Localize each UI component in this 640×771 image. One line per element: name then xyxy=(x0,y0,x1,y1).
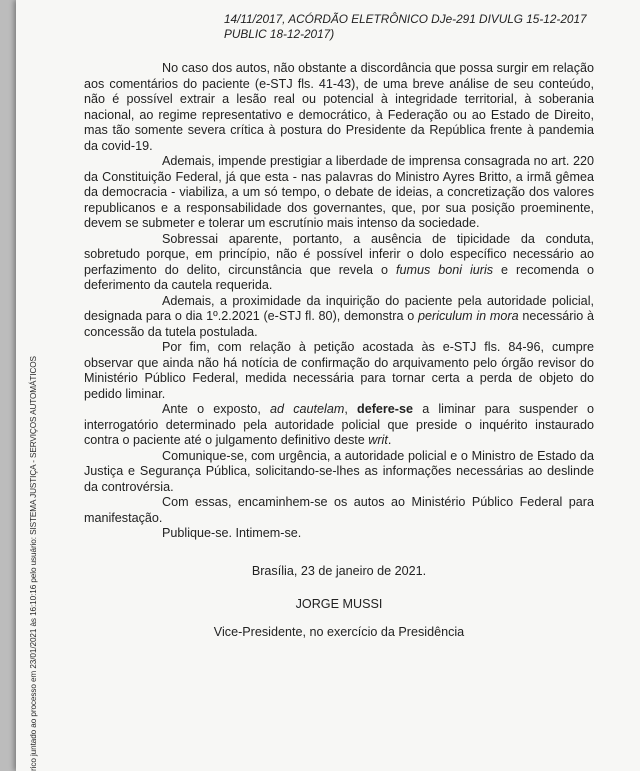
document-page xyxy=(16,0,640,771)
paragraph-6-writ: writ xyxy=(368,433,388,448)
citation-reference: 14/11/2017, ACÓRDÃO ELETRÔNICO DJe-291 DIVULG 15-12-2017 PUBLIC 18-12-2017) xyxy=(224,12,587,41)
paragraph-1: No caso dos autos, não obstante a discordância que possa surgir em relação aos comentários do paciente (e-STJ fls. 41-43), de uma breve análise de seu conteúdo, não é possível extrair a lesão real ou potencial à integridade territorial, à soberania nacional, ao regime representativo e democrático, à Federação ou ao Estado de Direito, mas tão somente severa crítica à postura do Presidente da República frente à pandemia da covid-19. xyxy=(84,61,594,153)
signature-name: JORGE MUSSI xyxy=(295,597,383,612)
paragraph-6-decision: defere-se xyxy=(357,402,414,417)
paragraph-4-text-b: necessário à concessão da tutela postulada. xyxy=(84,309,594,339)
signature-date: Brasília, 23 de janeiro de 2021. xyxy=(251,563,427,578)
paragraph-9: Publique-se. Intimem-se. xyxy=(162,526,302,541)
paragraph-6 xyxy=(84,402,594,449)
paragraph-3-latin-term: fumus boni iuris xyxy=(395,262,494,277)
paragraph-2: Ademais, impende prestigiar a liberdade de imprensa consagrada no art. 220 da Constituição Federal, já que esta - nas palavras do Ministro Ayres Britto, a irmã gêmea da democracia - viabiliza, a um só tempo, o debate de ideias, a concretização dos valores republicanos e a responsabilidade dos governantes, que, por sua posição proeminente, devem se submeter e tolerar um escrutínio mais intenso da sociedade. xyxy=(84,154,594,231)
side-stamp xyxy=(24,332,40,771)
document-body xyxy=(84,12,594,641)
side-stamp-text: rico juntado ao processo em 23/01/2021 às 16:10:16 pelo usuário: SISTEMA JUSTIÇA - SERVIÇOS AUTOMÁTICOS xyxy=(29,356,38,771)
paragraph-6-period: . xyxy=(387,433,392,448)
signature-role: Vice-Presidente, no exercício da Presidência xyxy=(213,625,465,640)
paragraph-7: Comunique-se, com urgência, a autoridade policial e o Ministro de Estado da Justiça e Segurança Pública, solicitando-se-lhes as informações necessárias ao deslinde da controvérsia. xyxy=(84,448,594,494)
paragraph-4 xyxy=(84,294,594,341)
paragraph-5: Por fim, com relação à petição acostada às e-STJ fls. 84-96, cumpre observar que ainda não há notícia de confirmação do arquivamento pelo órgão revisor do Ministério Público Federal, medida necessária para tornar certa a perda de objeto do pedido liminar. xyxy=(84,340,594,401)
paragraph-6-comma: , xyxy=(344,402,357,417)
paragraph-3-text-a: Sobressai aparente, portanto, a ausência de tipicidade da conduta, sobretudo porque, em princípio, não é possível inferir o dolo específico necessário ao perfazimento do delito, circunstância que revela o xyxy=(84,231,594,277)
paragraph-3 xyxy=(84,232,594,294)
paragraph-3-text-b: e recomenda o deferimento da cautela requerida. xyxy=(84,262,594,293)
paragraph-6-text-a: Ante o exposto, xyxy=(162,402,271,417)
paragraph-4-latin-term: periculum in mora xyxy=(418,309,519,324)
spacer xyxy=(84,542,594,564)
paragraph-4-text-a: Ademais, a proximidade da inquirição do paciente pela autoridade policial, designada para o dia 1º.2.2021 (e-STJ fl. 80), demonstra o xyxy=(84,293,594,324)
paragraph-6-latin-term: ad cautelam xyxy=(270,402,345,417)
paragraph-8: Com essas, encaminhem-se os autos ao Ministério Público Federal para manifestação. xyxy=(84,495,594,525)
paragraph-6-text-b: a liminar para suspender o interrogatório determinado pela autoridade policial que preside o inquérito instaurado contra o paciente até o julgamento definitivo deste xyxy=(84,402,594,448)
